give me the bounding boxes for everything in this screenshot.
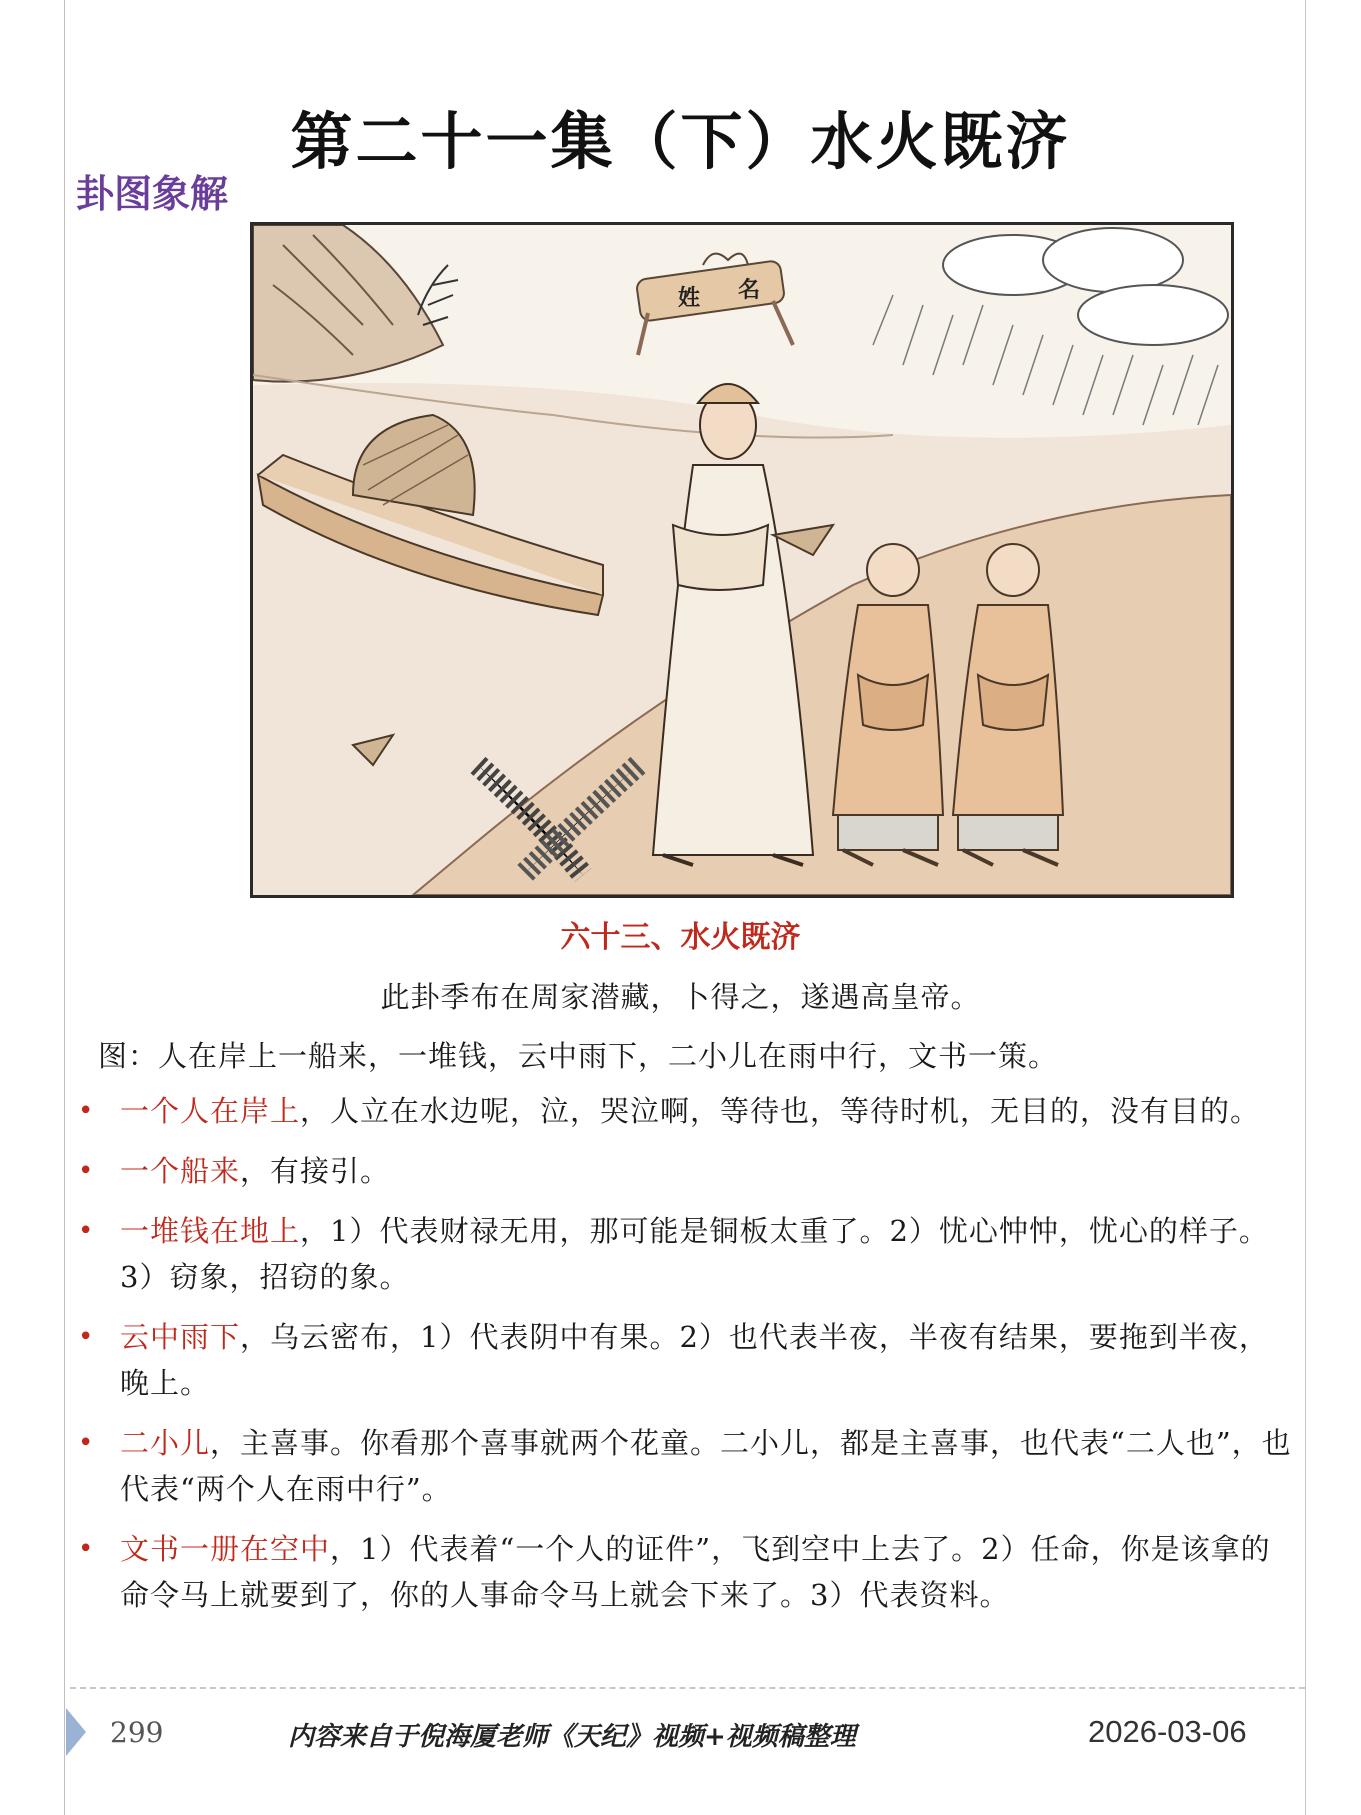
interpretation-list <box>76 1088 1296 1632</box>
bullet-highlight: 云中雨下 <box>120 1320 241 1354</box>
hexagram-illustration <box>250 222 1234 898</box>
page-title: 第二十一集（下）水火既济 <box>290 105 1071 178</box>
bullet-highlight: 文书一册在空中 <box>120 1532 331 1566</box>
bullet-text: ，有接引。 <box>240 1154 391 1188</box>
bullet-text: ，人立在水边呢，泣，哭泣啊，等待也，等待时机，无目的，没有目的。 <box>300 1094 1261 1128</box>
list-item <box>76 1420 1296 1512</box>
bullet-dot: • <box>78 1096 95 1126</box>
bullet-dot: • <box>78 1428 95 1458</box>
list-item <box>76 1526 1296 1618</box>
bullet-text: ，主喜事。你看那个喜事就两个花童。二小儿，都是主喜事，也代表“二人也”，也代表“两个人在雨中行”。 <box>120 1426 1292 1506</box>
bullet-text: ，乌云密布，1）代表阴中有果。2）也代表半夜，半夜有结果，要拖到半夜，晚上。 <box>120 1320 1269 1400</box>
footer-date: 2026-03-06 <box>1088 1714 1247 1749</box>
page-number: 299 <box>110 1716 164 1749</box>
list-item <box>76 1148 1296 1194</box>
figure-description: 图：人在岸上一船来，一堆钱，云中雨下，二小儿在雨中行，文书一策。 <box>98 1039 1059 1073</box>
list-item <box>76 1088 1296 1134</box>
hexagram-caption-title: 六十三、水火既济 <box>560 920 801 955</box>
footer-divider <box>70 1687 1305 1689</box>
bullet-highlight: 一堆钱在地上 <box>120 1214 301 1248</box>
list-item <box>76 1208 1296 1300</box>
page-frame-left <box>64 0 65 1815</box>
scroll-text-right: 名 <box>738 278 761 303</box>
intro-sentence: 此卦季布在周家潜藏，卜得之，遂遇高皇帝。 <box>380 980 981 1014</box>
page-frame-right <box>1305 0 1306 1815</box>
list-item <box>76 1314 1296 1406</box>
bullet-dot: • <box>78 1534 95 1564</box>
section-label: 卦图象解 <box>76 171 229 216</box>
bullet-highlight: 一个船来 <box>120 1154 241 1188</box>
bullet-dot: • <box>78 1216 95 1246</box>
bullet-dot: • <box>78 1322 95 1352</box>
footer-arrow-icon <box>66 1708 86 1756</box>
bullet-highlight: 一个人在岸上 <box>120 1094 301 1128</box>
bullet-text: ，1）代表财禄无用，那可能是铜板太重了。2）忧心忡忡，忧心的样子。3）窃象，招窃的象。 <box>120 1214 1269 1294</box>
bullet-dot: • <box>78 1156 95 1186</box>
bullet-highlight: 二小儿 <box>120 1426 211 1460</box>
footer-source: 内容来自于倪海厦老师《天纪》视频+视频稿整理 <box>288 1722 856 1752</box>
bullet-text: ，1）代表着“一个人的证件”，飞到空中上去了。2）任命，你是该拿的命令马上就要到了，你的人事命令马上就会下来了。3）代表资料。 <box>120 1532 1271 1612</box>
scroll-text-left: 姓 <box>678 286 701 311</box>
